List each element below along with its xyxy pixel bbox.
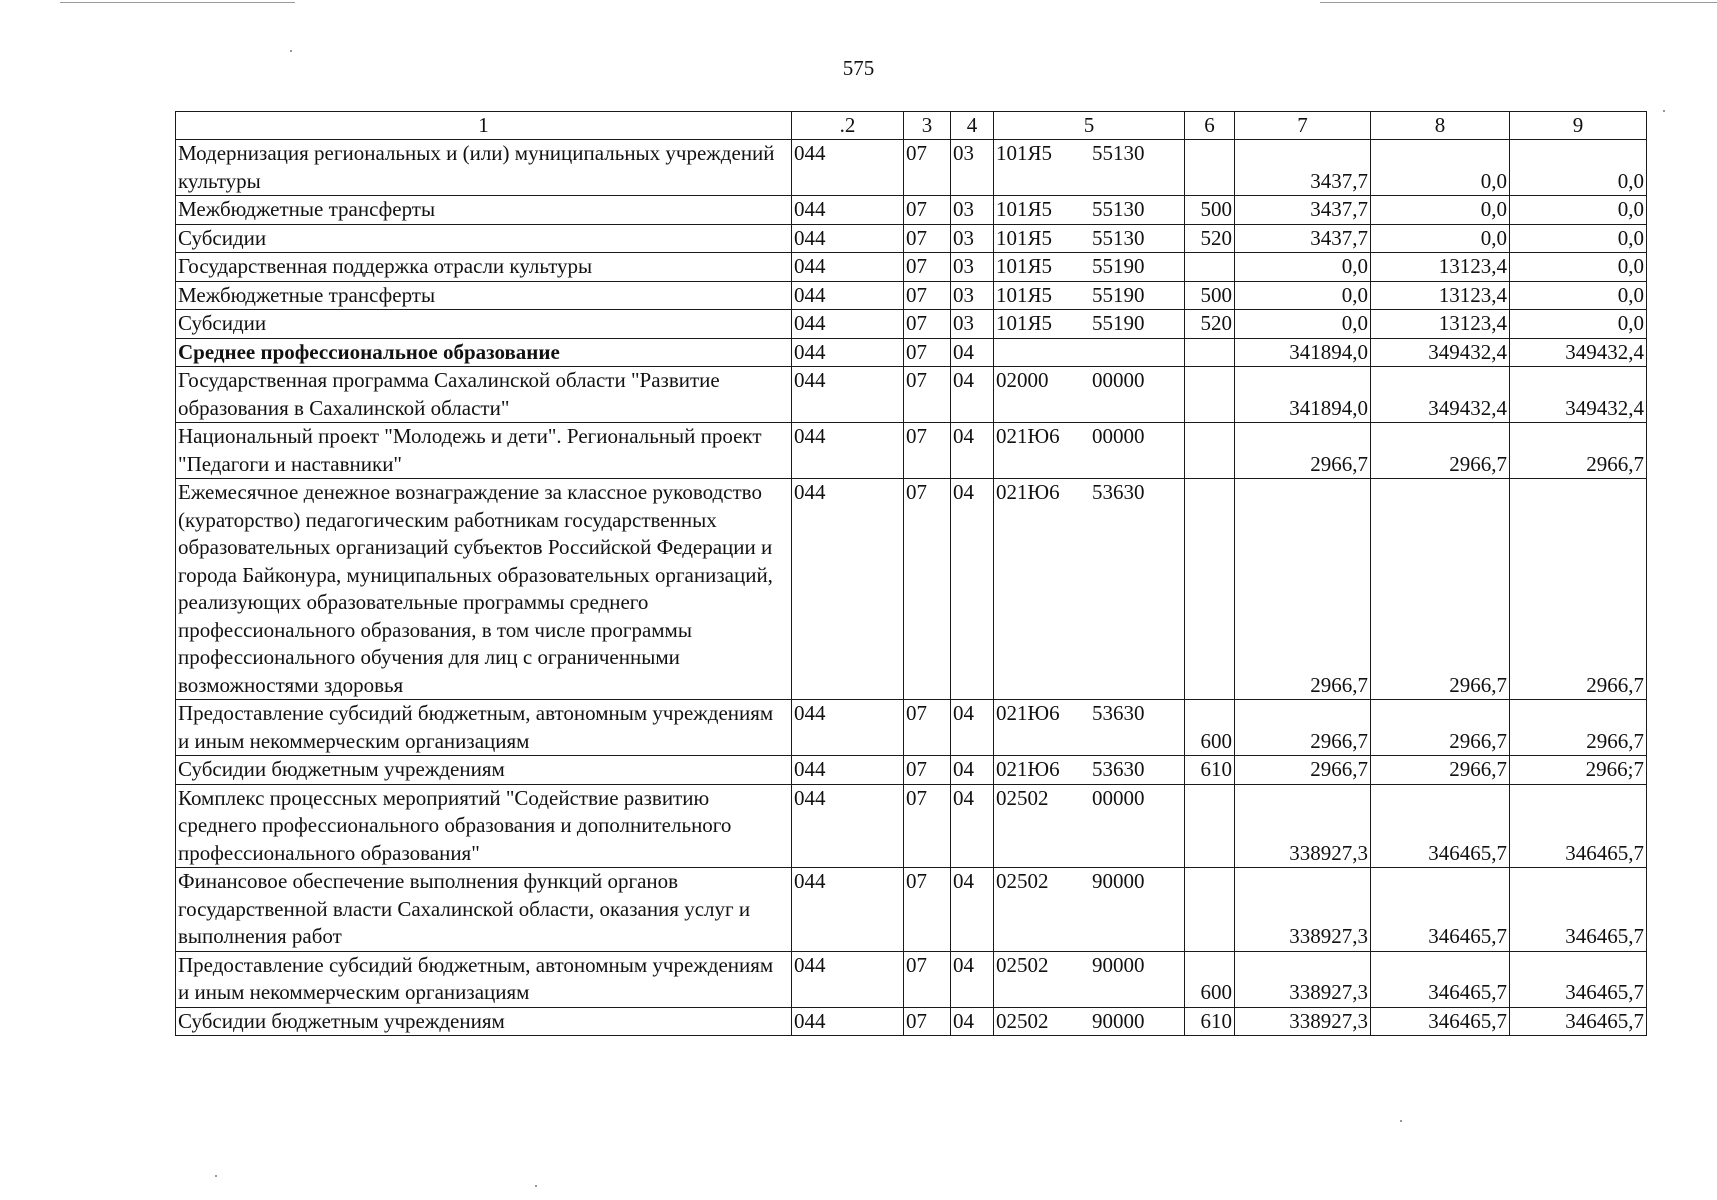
header-cell-1: 1 [176,112,792,140]
row-csr-direction: 90000 [1092,869,1145,893]
row-gr: 044 [792,784,904,868]
row-value-8: 349432,4 [1371,367,1510,423]
row-csr [994,140,1185,196]
row-csr [994,224,1185,253]
scan-speck [1663,110,1665,112]
row-pr: 04 [951,338,994,367]
row-gr: 044 [792,310,904,339]
row-vr: 600 [1185,951,1235,1007]
row-vr [1185,784,1235,868]
table-row [176,196,1647,225]
row-name: Субсидии [176,310,792,339]
table-row [176,423,1647,479]
header-cell-9: 9 [1510,112,1647,140]
table-row [176,367,1647,423]
row-csr-program: 101Я5 [996,141,1053,165]
column-number-header-row [176,112,1647,140]
row-rz: 07 [904,423,951,479]
row-value-7: 338927,3 [1235,868,1371,952]
row-name: Национальный проект "Молодежь и дети". Региональный проект "Педагоги и наставники" [176,423,792,479]
row-vr [1185,367,1235,423]
row-value-9: 0,0 [1510,224,1647,253]
row-vr: 600 [1185,700,1235,756]
row-pr: 04 [951,367,994,423]
row-value-7: 2966,7 [1235,423,1371,479]
row-pr: 04 [951,423,994,479]
row-csr-direction: 53630 [1092,757,1145,781]
row-csr-program: 101Я5 [996,197,1053,221]
row-gr: 044 [792,423,904,479]
row-rz: 07 [904,1007,951,1036]
row-value-7: 338927,3 [1235,951,1371,1007]
header-cell-3: 3 [904,112,951,140]
row-csr [994,281,1185,310]
row-pr: 04 [951,700,994,756]
row-pr: 04 [951,868,994,952]
row-csr-direction: 00000 [1092,785,1145,810]
row-gr: 044 [792,367,904,423]
row-value-7: 2966,7 [1235,756,1371,785]
row-value-9: 2966,7 [1510,423,1647,479]
row-csr-direction: 55190 [1092,282,1145,307]
row-value-7: 2966,7 [1235,700,1371,756]
row-value-8: 13123,4 [1371,310,1510,339]
row-value-9: 346465,7 [1510,951,1647,1007]
row-value-9: 0,0 [1510,310,1647,339]
row-value-8: 346465,7 [1371,951,1510,1007]
row-csr-direction: 55190 [1092,311,1145,335]
row-name: Комплекс процессных мероприятий "Содействие развитию среднего профессионального образования и дополнительного профессионального образования" [176,784,792,868]
row-csr-program: 021Ю6 [996,480,1060,504]
row-value-8: 13123,4 [1371,281,1510,310]
table-row [176,479,1647,700]
table-row [176,756,1647,785]
row-name: Государственная программа Сахалинской области "Развитие образования в Сахалинской области" [176,367,792,423]
row-gr: 044 [792,868,904,952]
row-name: Предоставление субсидий бюджетным, автономным учреждениям и иным некоммерческим организациям [176,700,792,756]
row-name: Финансовое обеспечение выполнения функций органов государственной власти Сахалинской области, оказания услуг и выполнения работ [176,868,792,952]
header-cell-6: 6 [1185,112,1235,140]
table-row [176,310,1647,339]
table-row [176,281,1647,310]
row-csr-direction: 00000 [1092,368,1145,392]
row-value-7: 0,0 [1235,253,1371,282]
row-value-9: 346465,7 [1510,868,1647,952]
row-csr-program: 021Ю6 [996,701,1060,725]
row-csr-program: 101Я5 [996,254,1053,278]
scan-edge-right [1320,2,1717,3]
row-value-8: 2966,7 [1371,479,1510,700]
row-rz: 07 [904,479,951,700]
header-cell-8: 8 [1371,112,1510,140]
row-vr [1185,140,1235,196]
row-gr: 044 [792,1007,904,1036]
scan-speck [1400,1120,1402,1122]
row-value-8: 346465,7 [1371,1007,1510,1036]
row-pr: 03 [951,224,994,253]
row-gr: 044 [792,951,904,1007]
row-vr: 520 [1185,310,1235,339]
budget-table [175,111,1647,1036]
row-rz: 07 [904,140,951,196]
row-value-8: 0,0 [1371,196,1510,225]
header-cell-2: .2 [792,112,904,140]
row-value-9: 0,0 [1510,281,1647,310]
row-csr-program: 101Я5 [996,225,1053,250]
table-body [176,112,1647,1036]
row-csr-program: 021Ю6 [996,757,1060,781]
row-gr: 044 [792,479,904,700]
table-row [176,338,1647,367]
table-row [176,1007,1647,1036]
row-csr [994,367,1185,423]
row-csr-direction: 53630 [1092,701,1145,725]
row-value-9: 346465,7 [1510,1007,1647,1036]
row-vr: 610 [1185,1007,1235,1036]
row-name: Субсидии бюджетным учреждениям [176,756,792,785]
row-value-7: 341894,0 [1235,367,1371,423]
table-row [176,224,1647,253]
row-vr [1185,253,1235,282]
row-value-7: 3437,7 [1235,224,1371,253]
row-gr: 044 [792,196,904,225]
row-value-9: 346465,7 [1510,784,1647,868]
table-row [176,868,1647,952]
row-rz: 07 [904,310,951,339]
row-csr [994,253,1185,282]
row-csr [994,423,1185,479]
row-value-9: 349432,4 [1510,367,1647,423]
row-name: Субсидии бюджетным учреждениям [176,1007,792,1036]
row-csr-program: 02000 [996,368,1049,392]
row-vr [1185,338,1235,367]
row-gr: 044 [792,281,904,310]
row-value-9: 2966,7 [1510,479,1647,700]
row-csr-program: 101Я5 [996,282,1053,307]
table-row [176,951,1647,1007]
row-csr [994,756,1185,785]
row-vr: 500 [1185,281,1235,310]
row-value-8: 2966,7 [1371,700,1510,756]
row-value-7: 0,0 [1235,281,1371,310]
page-number: 575 [842,56,875,80]
row-value-7: 338927,3 [1235,1007,1371,1036]
row-gr: 044 [792,338,904,367]
row-value-8: 2966,7 [1371,756,1510,785]
row-pr: 03 [951,196,994,225]
row-vr [1185,868,1235,952]
row-name: Модернизация региональных и (или) муниципальных учреждений культуры [176,140,792,196]
row-gr: 044 [792,700,904,756]
scan-speck [290,50,292,52]
header-cell-7: 7 [1235,112,1371,140]
row-pr: 03 [951,140,994,196]
row-csr-program: 02502 [996,869,1049,893]
row-rz: 07 [904,253,951,282]
row-csr [994,1007,1185,1036]
table-row [176,253,1647,282]
row-csr-direction: 55130 [1092,225,1145,250]
row-value-8: 2966,7 [1371,423,1510,479]
row-value-9: 2966,7 [1510,700,1647,756]
row-vr [1185,423,1235,479]
row-vr: 610 [1185,756,1235,785]
row-pr: 03 [951,253,994,282]
row-rz: 07 [904,281,951,310]
row-rz: 07 [904,338,951,367]
row-pr: 04 [951,784,994,868]
row-rz: 07 [904,700,951,756]
row-value-9: 0,0 [1510,140,1647,196]
row-csr-program: 02502 [996,952,1049,977]
scan-speck [535,1185,537,1187]
row-csr-direction: 90000 [1092,1008,1145,1033]
scan-speck [215,1175,217,1177]
row-value-7: 338927,3 [1235,784,1371,868]
row-csr [994,338,1185,367]
row-value-8: 346465,7 [1371,868,1510,952]
table-row [176,700,1647,756]
row-vr: 520 [1185,224,1235,253]
row-value-7: 3437,7 [1235,140,1371,196]
header-cell-5: 5 [994,112,1185,140]
row-value-7: 3437,7 [1235,196,1371,225]
row-name: Межбюджетные трансферты [176,196,792,225]
row-pr: 03 [951,310,994,339]
header-cell-4: 4 [951,112,994,140]
row-rz: 07 [904,196,951,225]
row-csr-direction: 00000 [1092,424,1145,448]
row-vr [1185,479,1235,700]
row-csr-program: 101Я5 [996,311,1053,335]
row-name: Предоставление субсидий бюджетным, автономным учреждениям и иным некоммерческим организациям [176,951,792,1007]
row-csr [994,700,1185,756]
row-pr: 04 [951,479,994,700]
row-csr [994,479,1185,700]
row-rz: 07 [904,756,951,785]
row-rz: 07 [904,224,951,253]
row-value-7: 2966,7 [1235,479,1371,700]
row-csr-direction: 53630 [1092,480,1145,504]
row-csr-direction: 90000 [1092,952,1145,977]
row-value-7: 341894,0 [1235,338,1371,367]
row-csr-program: 02502 [996,1008,1049,1033]
row-value-9: 349432,4 [1510,338,1647,367]
row-value-7: 0,0 [1235,310,1371,339]
row-pr: 04 [951,1007,994,1036]
row-value-8: 0,0 [1371,224,1510,253]
row-vr: 500 [1185,196,1235,225]
row-pr: 03 [951,281,994,310]
row-pr: 04 [951,951,994,1007]
row-pr: 04 [951,756,994,785]
row-csr-program: 02502 [996,785,1049,810]
scan-edge-left [60,2,295,3]
row-csr [994,784,1185,868]
row-csr [994,310,1185,339]
row-value-8: 349432,4 [1371,338,1510,367]
row-name: Субсидии [176,224,792,253]
row-rz: 07 [904,367,951,423]
row-csr-direction: 55130 [1092,197,1145,221]
row-csr [994,951,1185,1007]
row-name: Межбюджетные трансферты [176,281,792,310]
row-name: Ежемесячное денежное вознаграждение за классное руководство (кураторство) педагогическим работникам государственных образовательных организаций субъектов Российской Федерации и города Байконура, муниципальных образовательных организаций, реализующих образовательные программы среднего профессионального образования, в том числе программы профессионального обучения для лиц с ограниченными возможностями здоровья [176,479,792,700]
row-csr-program: 021Ю6 [996,424,1060,448]
row-rz: 07 [904,868,951,952]
row-value-8: 346465,7 [1371,784,1510,868]
row-gr: 044 [792,224,904,253]
row-csr-direction: 55190 [1092,254,1145,278]
row-csr [994,196,1185,225]
row-name: Государственная поддержка отрасли культуры [176,253,792,282]
row-value-8: 0,0 [1371,140,1510,196]
row-gr: 044 [792,756,904,785]
row-rz: 07 [904,951,951,1007]
row-value-8: 13123,4 [1371,253,1510,282]
row-csr [994,868,1185,952]
table-row [176,140,1647,196]
row-value-9: 0,0 [1510,253,1647,282]
row-rz: 07 [904,784,951,868]
row-gr: 044 [792,140,904,196]
table-row [176,784,1647,868]
row-csr-direction: 55130 [1092,141,1145,165]
row-name: Среднее профессиональное образование [176,338,792,367]
row-value-9: 0,0 [1510,196,1647,225]
row-gr: 044 [792,253,904,282]
row-value-9: 2966;7 [1510,756,1647,785]
